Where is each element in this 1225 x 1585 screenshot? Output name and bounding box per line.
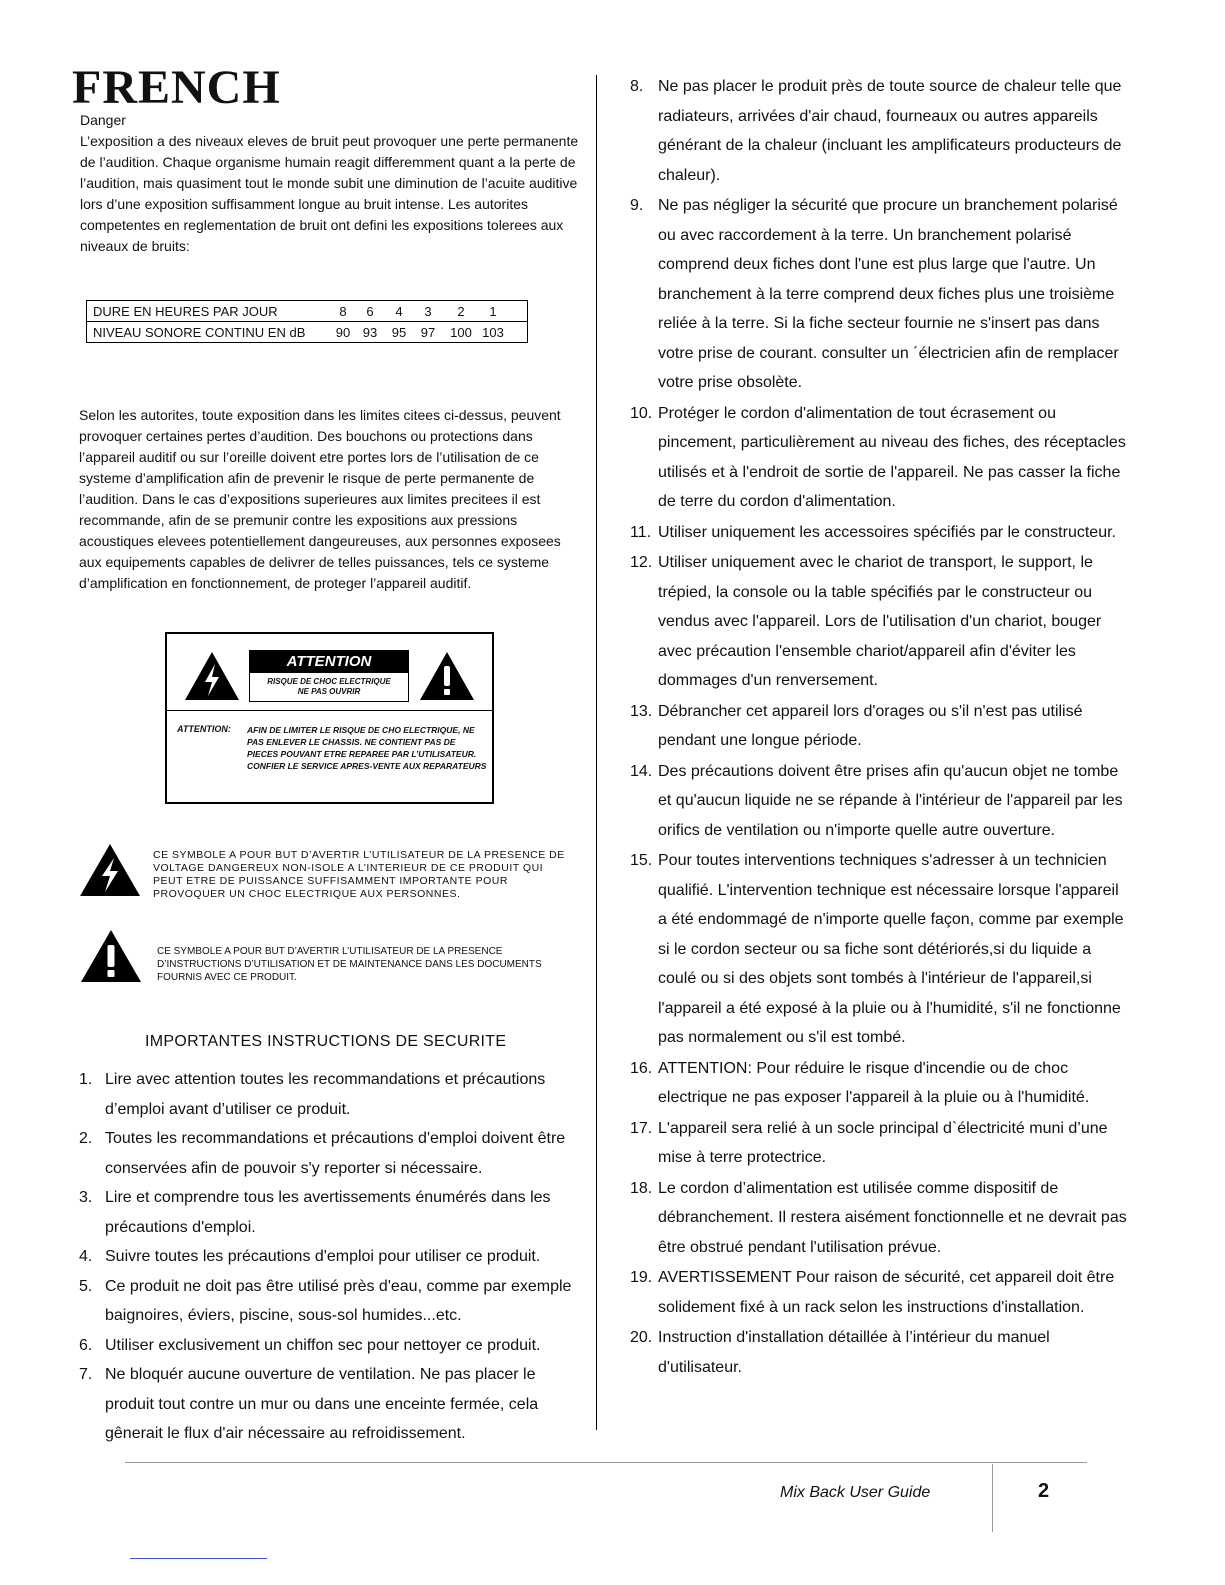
list-item [79, 1331, 579, 1361]
item-text: Des précautions doivent être prises afin qu'aucun objet ne tombe et qu'aucun liquide ne se répande à l'intérieur de l'appareil par les orifics de ventilation ou n'importe quelle autre ouverture. [658, 762, 1123, 839]
item-text: Utiliser exclusivement un chiffon sec pour nettoyer ce produit. [105, 1336, 541, 1354]
lightning-warning-icon [183, 650, 241, 702]
list-item [630, 518, 1130, 548]
item-number: 17. [630, 1119, 653, 1137]
item-number: 3. [79, 1189, 93, 1206]
item-text: Lire avec attention toutes les recommandations et précautions d’emploi avant d’utiliser ce produit. [105, 1071, 546, 1118]
hearing-protection-paragraph: Selon les autorites, toute exposition dans les limites citees ci-dessus, peuvent provoquer certaines pertes d’audition. Des bouchons ou protections dans l’appareil auditif ou sur l’oreille doivent etre portes lors de l’utilisation de ce systeme d’amplification afin de prevenir le risque de perte permanente de l’audition. Dans le cas d’expositions superieures aux limites precitees il est recommande, afin de se premunir contre les expositions aux pressions acoustiques elevees potentiellement dangeureuses, aux personnes exposees aux equipements capables de delivrer de telles puissances, tels ce systeme d’amplification en fonctionnement, de proteger l’appareil auditif. [79, 407, 561, 591]
lightning-warning-icon [78, 842, 142, 898]
table-cell: 100 [450, 324, 472, 340]
danger-label: Danger [80, 112, 126, 128]
table-cell: 2 [457, 303, 465, 319]
page-number: 2 [1038, 1480, 1050, 1502]
list-item [79, 1242, 579, 1272]
item-text: Débrancher cet appareil lors d'orages ou s'il n'est pas utilisé pendant une longue période. [658, 702, 1083, 749]
item-number: 1. [79, 1071, 93, 1088]
table-cell: 97 [420, 324, 436, 340]
link-underline [130, 1558, 267, 1559]
item-text: Suivre toutes les précautions d'emploi pour utiliser ce produit. [105, 1248, 541, 1265]
attention-title: ATTENTION [250, 651, 408, 673]
item-text: Instruction d'installation détaillée à l’intérieur du manuel d'utilisateur. [658, 1329, 1050, 1376]
exclamation-symbol-description: CE SYMBOLE A POUR BUT D’AVERTIR L’UTILISATEUR DE LA PRESENCE D’INSTRUCTIONS D’UTILISATION ET DE MAINTENANCE DANS LES DOCUMENTS FOURNIS AVEC CE PRODUIT. [157, 946, 542, 983]
item-number: 12. [630, 554, 653, 571]
table-cell: 6 [366, 303, 374, 319]
table-row [87, 301, 528, 322]
list-item [79, 1360, 579, 1449]
item-text: Ne pas négliger la sécurité que procure un branchement polarisé ou avec raccordement à la terre. Un branchement polarisé comprend deux fiches dont l'une est plus large que l'autre. Un branchement à la terre comprend deux fiches plus une troisième reliée à la terre. Si la fiche secteur fournie ne s'insert pas dans votre prise de courant. consulter un ´électricien afin de remplacer votre prise obsolète. [658, 197, 1119, 391]
list-item [79, 1124, 579, 1183]
item-number: 14. [630, 762, 653, 780]
table-cell: 3 [424, 303, 432, 319]
item-number: 18. [630, 1179, 653, 1197]
footer-divider [992, 1464, 993, 1532]
attention-label: ATTENTION: [177, 724, 231, 734]
list-item [630, 846, 1130, 1053]
table-row-values [325, 301, 528, 322]
attention-body: AFIN DE LIMITER LE RISQUE DE CHO ELECTRIQUE, NE PAS ENLEVER LE CHASSIS. NE CONTIENT PAS DE PIECES POUVANT ETRE REPAREE PAR L’UTILISATEUR. CONFIER LE SERVICE APRES-VENTE AUX REPARATEURS [247, 725, 487, 771]
item-number: 19. [630, 1269, 653, 1286]
item-text: Lire et comprendre tous les avertissements énumérés dans les précautions d'emploi. [105, 1189, 551, 1236]
table-row [87, 322, 528, 343]
table-cell: 103 [482, 324, 504, 340]
list-item [630, 399, 1130, 517]
danger-paragraph: L’exposition a des niveaux eleves de bruit peut provoquer une perte permanente de l’audition. Chaque organisme humain reagit differemment quant a la perte de l’audition, mais quasiment tout le monde subit une diminution de l’acuite auditive lors d’une exposition suffisamment longue au bruit intense. Les autorites competentes en reglementation de bruit ont defini les expositions tolerees aux niveaux de bruits: [80, 133, 579, 254]
lightning-symbol-description: CE SYMBOLE A POUR BUT D’AVERTIR L’UTILISATEUR DE LA PRESENCE DE VOLTAGE DANGEREUX NON-ISOLE A L’INTERIEUR DE CE PRODUIT QUI PEUT ETRE DE PUISSANCE SUFFISAMMENT IMPORTANTE POUR PROVOQUER UN CHOC ELECTRIQUE AUX PERSONNES. [153, 849, 565, 900]
item-text: Ne bloquér aucune ouverture de ventilation. Ne pas placer le produit tout contre un mur ou dans une enceinte fermée, cela gênerait le flux d'air nécessaire au refroidissement. [105, 1366, 539, 1442]
item-number: 2. [79, 1130, 93, 1147]
attention-header [167, 634, 492, 711]
item-number: 10. [630, 404, 653, 422]
item-number: 7. [79, 1366, 93, 1383]
footer-guide-title: Mix Back User Guide [780, 1484, 931, 1501]
item-number: 13. [630, 702, 653, 720]
list-item [630, 1174, 1130, 1263]
item-number: 6. [79, 1336, 93, 1354]
list-item [630, 1114, 1130, 1173]
attention-title-box [249, 650, 409, 702]
safety-instructions-list-right [630, 72, 1130, 1383]
list-item [79, 1065, 579, 1124]
list-item [630, 72, 1130, 190]
table-cell: 8 [339, 303, 347, 319]
list-item [79, 1183, 579, 1242]
list-item [630, 757, 1130, 846]
item-text: Utiliser uniquement les accessoires spécifiés par le constructeur. [658, 523, 1116, 541]
exclamation-warning-icon [418, 650, 476, 702]
table-cell: 95 [391, 324, 407, 340]
item-text: Le cordon d’alimentation est utilisée comme dispositif de débranchement. Il restera aisément fonctionnelle et ne devrait pas être obstrué pendant l'utilisation prévue. [658, 1179, 1127, 1256]
item-text: Protéger le cordon d'alimentation de tout écrasement ou pincement, particulièrement au niveau des fiches, des réceptacles utilisés et à l'endroit de sortie de l'appareil. Ne pas casser la fiche de terre du cordon d'alimentation. [658, 404, 1126, 510]
list-item [630, 1054, 1130, 1113]
item-text: ATTENTION: Pour réduire le risque d'incendie ou de choc electrique ne pas exposer l'appareil à la pluie ou à l'humidité. [658, 1059, 1090, 1106]
column-divider [596, 75, 597, 1430]
item-number: 11. [630, 523, 652, 541]
safety-instructions-heading: IMPORTANTES INSTRUCTIONS DE SECURITE [145, 1033, 507, 1050]
attention-warning-box [165, 632, 494, 804]
table-row-label: DURE EN HEURES PAR JOUR [87, 301, 326, 322]
item-number: 15. [630, 852, 653, 869]
attention-subtitle: NE PAS OUVRIR [297, 687, 361, 696]
item-text: Pour toutes interventions techniques s'adresser à un technicien qualifié. L'intervention technique est nécessaire lorsque l'appareil a été endommagé de n'importe quelle façon, comme par exemple si le cordon secteur ou sa fiche sont détériorés,si du liquide a coulé ou si des objets sont tombés à l'intérieur de l'appareil,si l'appareil a été exposé à la pluie ou à l'humidité, s'il ne fonctionne pas normalement ou s'il est tombé. [658, 852, 1124, 1046]
footer-rule [125, 1462, 1087, 1463]
item-number: 4. [79, 1248, 93, 1265]
item-number: 5. [79, 1277, 93, 1295]
exclamation-warning-icon [79, 928, 143, 984]
table-cell: 90 [335, 324, 351, 340]
item-text: Ce produit ne doit pas être utilisé près d'eau, comme par exemple baignoires, éviers, piscine, sous-sol humides...etc. [105, 1277, 572, 1324]
item-number: 20. [630, 1329, 653, 1346]
item-text: AVERTISSEMENT Pour raison de sécurité, cet appareil doit être solidement fixé à un rack selon les instructions d'installation. [658, 1269, 1115, 1316]
list-item [630, 1263, 1130, 1322]
item-number: 16. [630, 1059, 653, 1077]
safety-instructions-list-left [79, 1065, 579, 1449]
list-item [630, 191, 1130, 398]
attention-subtitle: RISQUE DE CHOC ELECTRIQUE [267, 677, 391, 686]
item-text: Ne pas placer le produit près de toute source de chaleur telle que radiateurs, arrivées d'air chaud, fourneaux ou autres appareils générant de la chaleur (incluant les amplificateurs producteurs de chaleur). [658, 78, 1122, 184]
table-row-label: NIVEAU SONORE CONTINU EN dB [87, 322, 326, 343]
table-cell: 1 [489, 303, 497, 319]
list-item [79, 1272, 579, 1331]
list-item [630, 697, 1130, 756]
item-text: L'appareil sera relié à un socle principal d`électricité muni d’une mise à terre protectrice. [658, 1119, 1108, 1166]
page-title: FRENCH [72, 61, 281, 114]
item-number: 8. [630, 78, 644, 95]
table-cell: 4 [395, 303, 403, 319]
item-text: Toutes les recommandations et précautions d'emploi doivent être conservées afin de pouvoir s'y reporter si nécessaire. [105, 1130, 566, 1177]
item-text: Utiliser uniquement avec le chariot de transport, le support, le trépied, la console ou la table spécifiés par le constructeur ou vendus avec l'appareil. Lors de l'utilisation d'un chariot, bouger avec précaution l'ensemble chariot/appareil afin d'éviter les dommages d'un renversement. [658, 554, 1102, 689]
table-cell: 93 [362, 324, 378, 340]
table-row-values [325, 322, 528, 343]
list-item [630, 1323, 1130, 1382]
item-number: 9. [630, 197, 644, 214]
list-item [630, 548, 1130, 696]
noise-exposure-table [86, 300, 528, 343]
